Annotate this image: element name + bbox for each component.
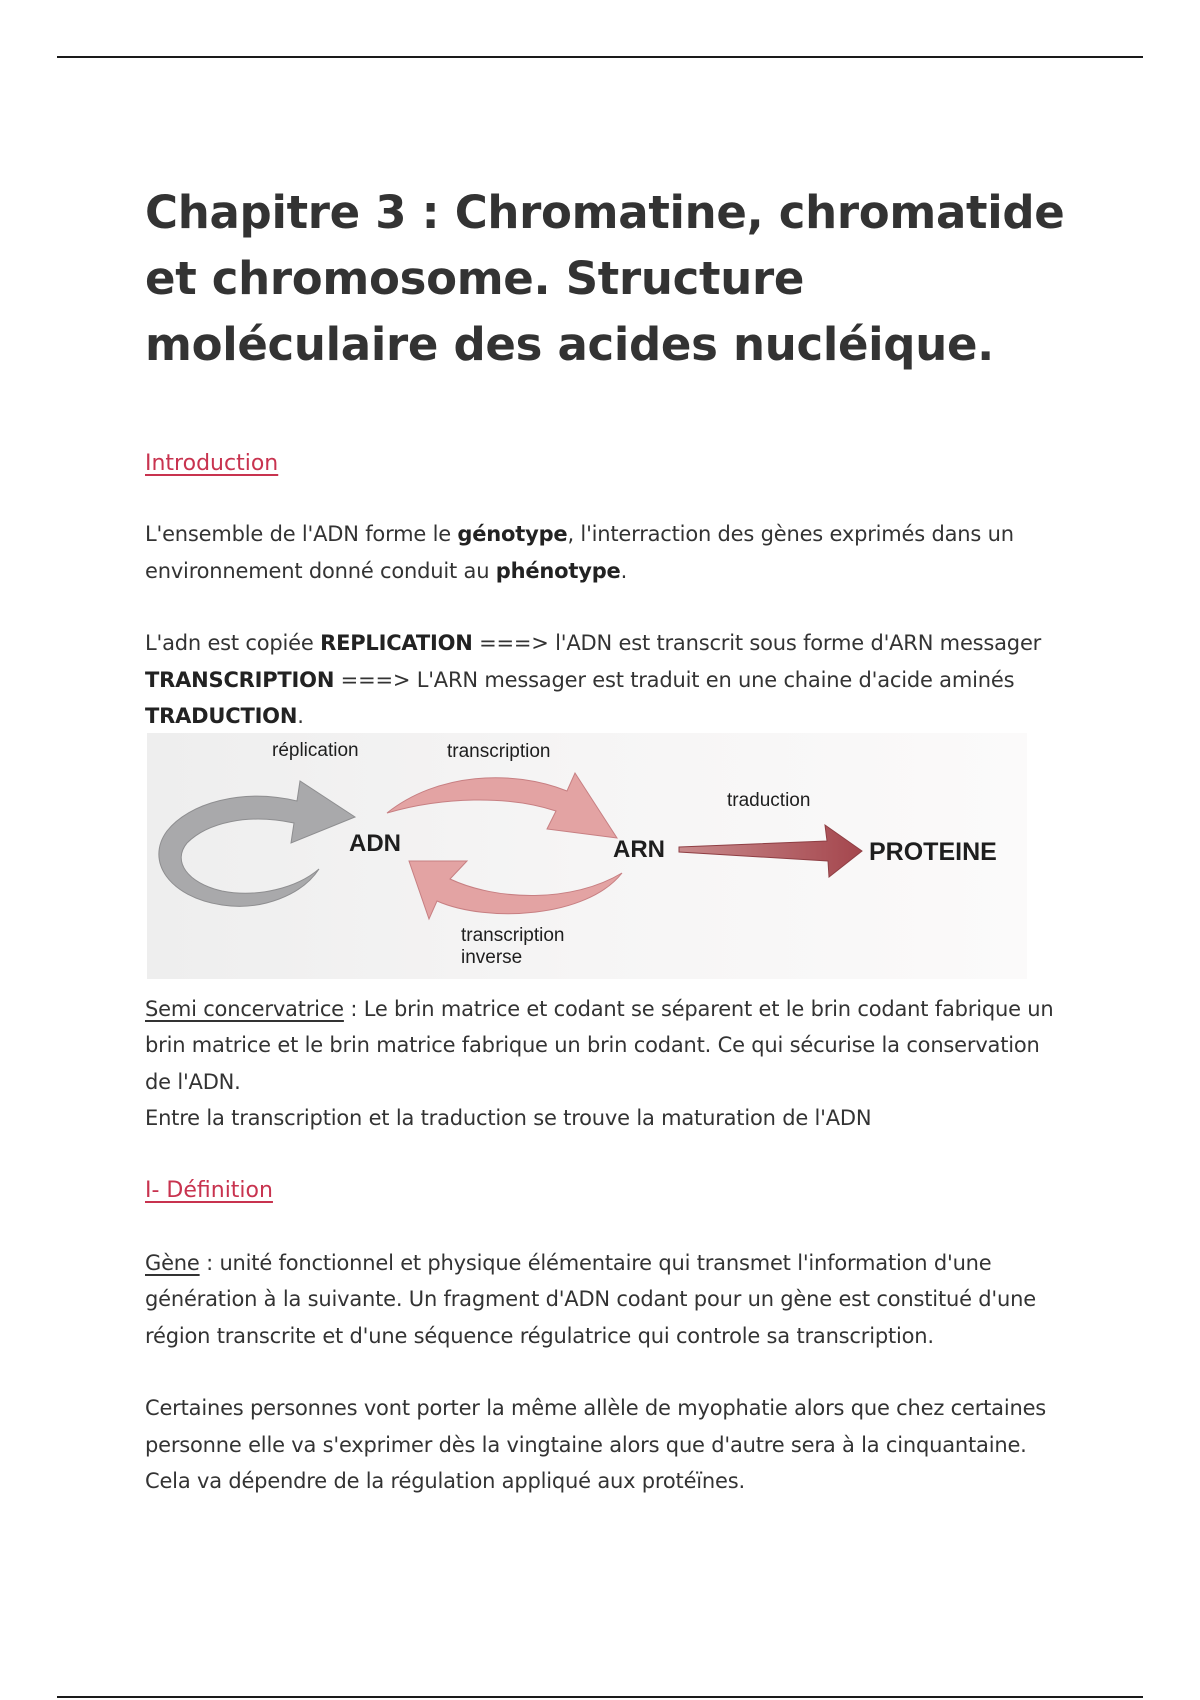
term-replication: REPLICATION [320,631,473,655]
label-reverse-transcription-2: inverse [461,947,523,968]
label-arn: ARN [613,836,665,863]
term-genotype: génotype [457,522,568,546]
central-dogma-diagram [147,733,1027,979]
bottom-rule [57,1696,1143,1698]
myopathie-paragraph: Certaines personnes vont porter la même allèle de myophatie alors que chez certaines personne elle va s'exprimer dès la vingtaine alors que d'autre sera à la cinquantaine. Cela va dépendre de la régulation appliqué aux protéïnes. [145,1396,1047,1493]
label-transcription: transcription [447,741,551,762]
term-gene: Gène [145,1250,200,1275]
top-rule [57,56,1143,58]
gene-definition-paragraph: Gène : unité fonctionnel et physique élémentaire qui transmet l'information d'une génération à la suivante. Un fragment d'ADN codant pour un gène est constitué d'une région transcrite et d'une séquence régulatrice qui controle sa transcription. [145,1250,1036,1348]
term-phenotype: phénotype [495,558,621,583]
page-title: Chapitre 3 : Chromatine, chromatide et chromosome. Structure moléculaire des acides nucléique. [145,186,1065,371]
heading-introduction: Introduction [145,451,279,476]
term-transcription: TRANSCRIPTION [145,667,335,692]
intro-paragraph-2: L'adn est copiée REPLICATION ===> l'ADN est transcrit sous forme d'ARN messager TRANSCRIPTION ===> L'ARN messager est traduit en une chaine d'acide aminés TRADUCTION. [145,631,1042,728]
intro-paragraph-1: L'ensemble de l'ADN forme le génotype, l'interraction des gènes exprimés dans un environnement donné conduit au phénotype. [145,522,1014,583]
label-proteine: PROTEINE [869,838,997,866]
label-reverse-transcription-1: transcription [461,925,565,946]
label-traduction: traduction [727,790,811,811]
label-replication: réplication [272,740,359,761]
heading-definition: I- Définition [145,1177,273,1203]
label-adn: ADN [349,830,401,857]
maturation-paragraph: Entre la transcription et la traduction se trouve la maturation de l'ADN [145,1106,872,1130]
semi-conservative-paragraph: Semi concervatrice : Le brin matrice et codant se séparent et le brin codant fabrique un brin matrice et le brin matrice fabrique un brin codant. Ce qui sécurise la conservation de l'ADN. [145,996,1054,1094]
term-traduction: TRADUCTION [145,704,298,728]
term-semi-conservatrice: Semi concervatrice [145,996,344,1021]
